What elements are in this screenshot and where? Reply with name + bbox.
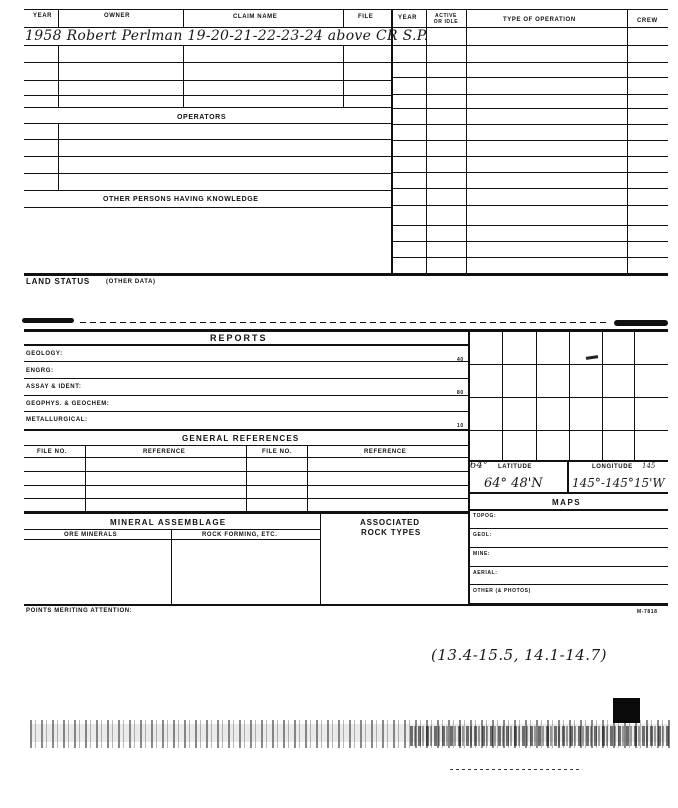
margin-mark: 80 [457,390,464,396]
grid-col [536,332,537,460]
rock-types-label: ROCK TYPES [361,528,422,537]
maps-mine: MINE: [473,551,491,557]
reports-line [24,378,468,379]
entry-underline [24,45,392,46]
genref-col-divider [85,446,86,512]
right-row-line [392,108,668,109]
row-line [24,80,392,81]
reports-top-rule [24,329,668,332]
ore-minerals-label: ORE MINERALS [64,532,118,538]
latlong-divider [567,461,569,492]
reports-line [24,411,468,412]
grid-row [469,364,668,365]
scan-noise-band [410,726,670,746]
header-type-of-operation: TYPE OF OPERATION [503,17,576,23]
header-active-or-idle: ACTIVE OR IDLE [433,13,459,25]
reports-line [24,429,468,431]
reports-line [24,395,468,396]
maps-aerial: AERIAL: [473,570,498,576]
top-block-bottom-rule [24,273,668,276]
right-row-line [392,241,668,242]
grid-col [569,332,570,460]
rock-forming-label: ROCK FORMING, ETC. [202,532,278,538]
longitude-label: LONGITUDE [592,464,633,470]
row-divider [183,46,184,107]
longitude-value: 145°-145°15'W [572,476,665,490]
header-owner: OWNER [104,13,130,19]
right-row-line [392,188,668,189]
header-year-2: YEAR [398,15,418,21]
grid-col [502,332,503,460]
row-line [24,123,392,124]
right-row-line [392,45,668,46]
right-row-line [392,77,668,78]
grid-col [602,332,603,460]
reports-assay: ASSAY & IDENT: [26,384,82,390]
reports-line [24,361,468,362]
general-references-title: GENERAL REFERENCES [182,434,300,443]
margin-mark: 10 [457,423,464,429]
header-file: FILE [358,14,374,20]
scan-smudge [614,320,668,326]
right-row-line [392,94,668,95]
right-row-line [392,172,668,173]
handwritten-note: (13.4-15.5, 14.1-14.7) [431,646,607,664]
land-status-label: LAND STATUS [26,277,91,286]
mineral-line [24,529,321,530]
maps-line [469,528,668,529]
header-divider [466,9,467,275]
dashed-line [80,322,610,323]
points-meriting-attention: POINTS MERITING ATTENTION: [26,608,133,614]
maps-line [469,566,668,567]
row-divider [58,124,59,190]
right-row-line [392,62,668,63]
reports-geophys: GEOPHYS. & GEOCHEM: [26,401,110,407]
mineral-assemblage-title: MINERAL ASSEMBLAGE [110,518,227,527]
grid-col [634,332,635,460]
form-number: M-7818 [637,609,658,615]
row-line [24,62,392,63]
header-top-line [24,9,668,10]
right-row-line [392,156,668,157]
genref-col-file-no: FILE NO. [37,449,68,455]
genref-col-file-no-2: FILE NO. [262,449,293,455]
reports-engrg: ENGRG: [26,368,54,374]
row-line [24,190,392,191]
maps-other: OTHER (& PHOTOS) [473,588,531,594]
maps-rule [469,509,668,511]
row-line [24,95,392,96]
genref-col-divider [246,446,247,512]
scan-smudge [22,318,74,323]
grid-row [469,397,668,398]
row-line [24,139,392,140]
row-line [24,107,392,108]
maps-title: MAPS [552,498,582,507]
genref-bottom-rule [24,511,468,514]
operators-heading: OPERATORS [177,114,227,121]
right-row-line [392,124,668,125]
grid-mark [586,355,598,360]
header-divider [58,9,59,27]
header-claim-name: CLAIM NAME [233,14,278,20]
right-row-line [392,257,668,258]
handwritten-owner-entry: 1958 Robert Perlman 19-20-21-22-23-24 above CR S.P. [25,28,429,44]
mineral-line [24,539,321,540]
header-crew: CREW [637,18,658,24]
right-row-line [392,140,668,141]
row-divider [343,46,344,107]
margin-mark: 40 [457,357,464,363]
land-status-sub: (OTHER DATA) [106,279,156,285]
latitude-prefix: 64° [470,460,488,471]
mineral-divider [320,513,321,605]
scan-streak [450,769,580,770]
mineral-bottom [24,604,668,606]
genref-col-divider [307,446,308,512]
associated-label: ASSOCIATED [360,518,420,527]
row-line [24,207,392,208]
reports-metallurgical: METALLURGICAL: [26,417,88,423]
latitude-value: 64° 48'N [484,476,543,491]
genref-col-reference-2: REFERENCE [364,449,407,455]
header-divider [343,9,344,27]
genref-col-reference: REFERENCE [143,449,186,455]
maps-geol: GEOL: [473,532,492,538]
other-persons-heading: OTHER PERSONS HAVING KNOWLEDGE [103,196,259,203]
longitude-suffix: 145 [642,462,656,470]
reports-title: REPORTS [210,333,268,343]
row-line [24,173,392,174]
maps-line [469,584,668,585]
reports-rule [24,344,468,346]
row-line [24,156,392,157]
header-divider [183,9,184,27]
right-row-line [392,225,668,226]
header-divider [391,9,393,275]
maps-line [469,547,668,548]
mineral-col-divider [171,530,172,605]
latlong-bottom [469,492,668,494]
row-divider [58,46,59,107]
header-divider [627,9,628,275]
right-row-line [392,205,668,206]
maps-topog: TOPOG: [473,513,497,519]
latitude-label: LATITUDE [498,464,533,470]
grid-row [469,430,668,431]
header-year: YEAR [33,13,53,19]
reports-geology: GEOLOGY: [26,351,63,357]
header-divider [426,9,427,275]
